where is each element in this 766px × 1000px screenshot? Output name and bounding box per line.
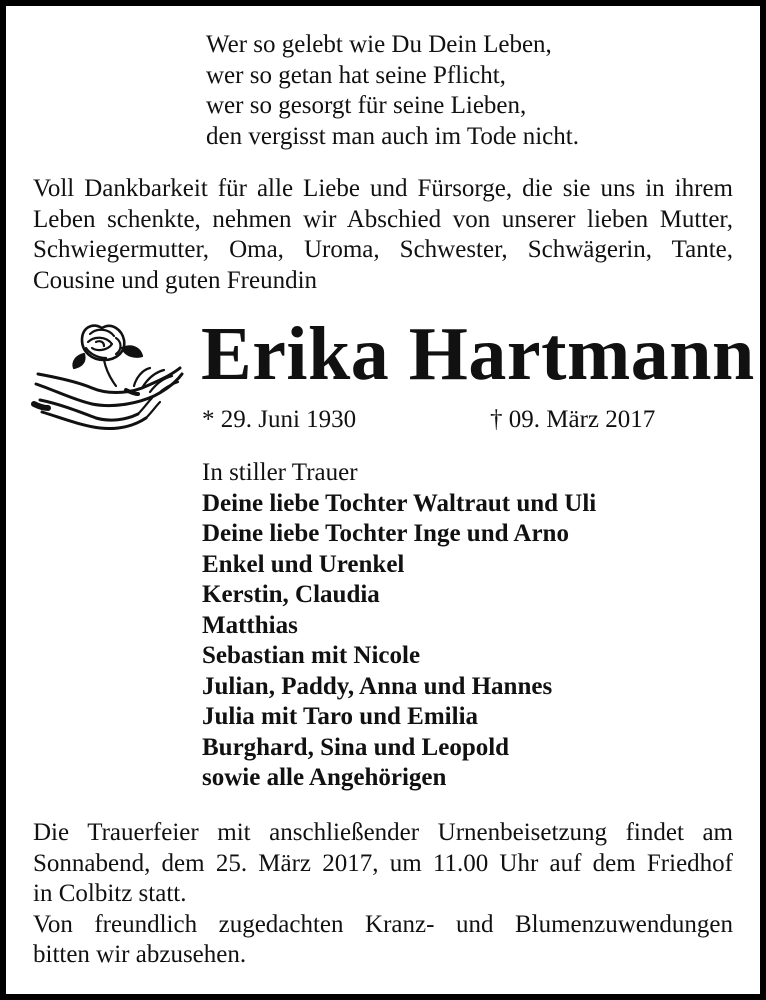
ceremony-line: Die Trauerfeier mit anschließender Urnenbeisetzung findet am <box>33 819 733 846</box>
intro-line: Voll Dankbarkeit für alle Liebe und Fürsorge, die sie uns in ihrem <box>33 175 733 202</box>
ceremony-details <box>33 818 733 971</box>
intro-line: Cousine und guten Freundin <box>33 266 318 294</box>
intro-line: Schwiegermutter, Oma, Uroma, Schwester, Schwägerin, Tante, <box>33 236 733 263</box>
mourner-line: Kerstin, Claudia <box>202 581 380 608</box>
deceased-name: Erika Hartmann <box>201 312 755 396</box>
obituary-notice <box>6 6 760 994</box>
mourner-line: Burghard, Sina und Leopold <box>202 733 510 761</box>
mourner-line: Matthias <box>202 611 298 639</box>
poem-line: Wer so gelebt wie Du Dein Leben, <box>206 31 552 58</box>
intro-text <box>33 174 733 296</box>
ceremony-line: Sonnabend, dem 25. März 2017, um 11.00 Uhr auf dem Friedhof <box>33 849 733 877</box>
intro-line: Leben schenkte, nehmen wir Abschied von unserer lieben Mutter, <box>33 205 733 233</box>
ceremony-line: Von freundlich zugedachten Kranz- und Blumenzuwendungen <box>33 910 733 938</box>
mourner-line: Julia mit Taro und Emilia <box>202 703 479 730</box>
mourner-line: Deine liebe Tochter Inge und Arno <box>202 520 569 547</box>
poem-line: wer so gesorgt für seine Lieben, <box>206 92 527 119</box>
poem-line: wer so getan hat seine Pflicht, <box>206 61 506 89</box>
mourners-heading: In stiller Trauer <box>202 459 358 486</box>
death-date: † 09. März 2017 <box>490 406 656 433</box>
mourner-line: Enkel und Urenkel <box>202 550 405 578</box>
ceremony-line: bitten wir abzusehen. <box>33 941 247 968</box>
mourner-line: sowie alle Angehörigen <box>202 764 447 791</box>
ceremony-line: in Colbitz statt. <box>33 880 187 907</box>
poem <box>206 30 579 152</box>
poem-line: den vergisst man auch im Tode nicht. <box>206 122 579 150</box>
mourners-list <box>202 458 596 794</box>
mourner-line: Julian, Paddy, Anna und Hannes <box>202 672 553 700</box>
birth-date: * 29. Juni 1930 <box>202 406 357 433</box>
mourner-line: Deine liebe Tochter Waltraut und Uli <box>202 489 597 517</box>
mourner-line: Sebastian mit Nicole <box>202 642 421 669</box>
hands-with-rose-icon <box>30 308 186 436</box>
